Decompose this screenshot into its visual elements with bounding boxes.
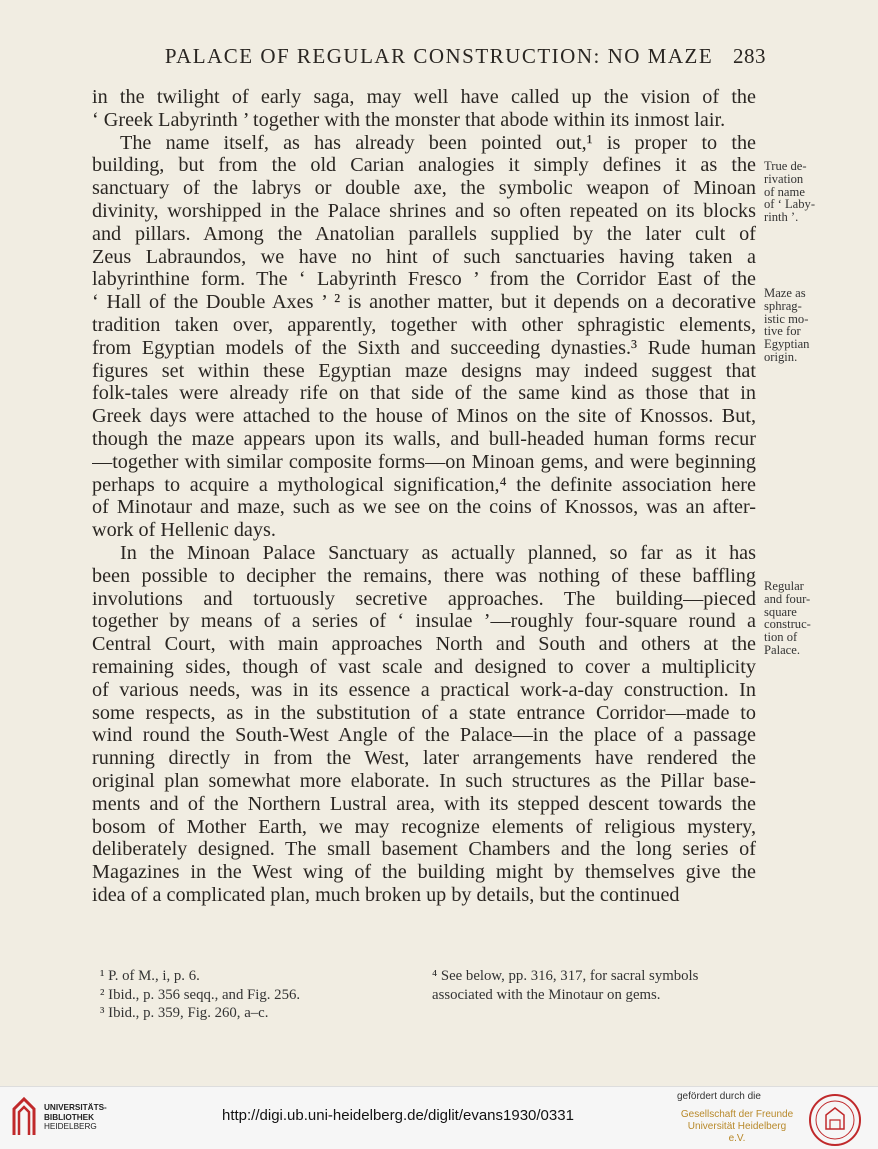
permalink-url[interactable]: http://digi.ub.uni-heidelberg.de/diglit/evans1930/0331: [222, 1107, 574, 1124]
header-title: PALACE OF REGULAR CONSTRUCTION: NO MAZE: [164, 44, 714, 68]
text-line: remaining sides, though of vast scale and designed to cover a multiplicity: [92, 655, 756, 678]
text-line: idea of a complicated plan, much broken up by details, but the continued: [92, 883, 680, 906]
text-line: divinity, worshipped in the Palace shrines and so often repeated on its blocks: [92, 199, 756, 222]
text-line: figures set within these Egyptian maze designs may indeed suggest that: [92, 359, 756, 382]
margin-note-line: Regular: [764, 579, 804, 593]
margin-note-line: of ‘ Laby-: [764, 197, 816, 212]
text-line: some respects, as in the substitution of a state entrance Corridor—made to: [92, 701, 756, 724]
society-name: Gesellschaft der Freunde Universität Heidelberg e.V.: [680, 1109, 794, 1144]
university-seal-icon: [808, 1093, 862, 1147]
margin-note-line: origin.: [764, 349, 798, 364]
text-line: labyrinthine form. The ‘ Labyrinth Fresco ’ from the Corridor East of the: [92, 268, 756, 291]
text-line: tradition taken over, apparently, together with other sphragistic elements,: [92, 313, 756, 336]
footnote-line: ³ Ibid., p. 359, Fig. 260, a–c.: [100, 1005, 269, 1021]
footnotes-left-column: [100, 968, 300, 1024]
text-line: though the maze appears upon its walls, and bull-headed human forms recur: [92, 427, 756, 450]
margin-note-line: of name: [764, 184, 805, 199]
text-line: In the Minoan Palace Sanctuary as actually planned, so far as it has: [120, 541, 756, 564]
margin-note-line: sphrag-: [764, 298, 802, 313]
text-line: ‘ Greek Labyrinth ’ together with the monster that abode within its inmost lair.: [92, 108, 726, 131]
text-line: in the twilight of early saga, may well have called up the vision of the: [92, 86, 756, 108]
text-line: wind round the South-West Angle of the Palace—in the place of a passage: [92, 724, 756, 747]
text-line: of various needs, was in its essence a practical work-a-day construction. In: [92, 678, 756, 701]
text-line: together by means of a series of ‘ insulae ’—roughly four-square round a: [92, 610, 756, 633]
text-line: —together with similar composite forms—on Minoan gems, and were beginning: [92, 450, 756, 473]
footnote-line: ⁴ See below, pp. 316, 317, for sacral symbols: [432, 968, 699, 984]
digitization-footer: [0, 1086, 878, 1149]
text-line: original plan somewhat more elaborate. In such structures as the Pillar base-: [92, 769, 756, 792]
text-line: perhaps to acquire a mythological signification,⁴ the definite association here: [92, 473, 756, 496]
margin-note-line: square: [764, 604, 797, 619]
text-line: bosom of Mother Earth, we may recognize elements of religious mystery,: [92, 815, 756, 838]
university-library-logo-icon: [10, 1095, 38, 1137]
text-line: been possible to decipher the remains, there was nothing of these baffling: [92, 564, 756, 587]
margin-note-line: tive for: [764, 324, 801, 339]
margin-note-line: Egyptian: [764, 337, 810, 352]
text-line: Greek days were attached to the house of Minos on the site of Knossos. But,: [92, 405, 756, 428]
margin-note-true-derivation: [764, 160, 864, 224]
text-line: ments and of the Northern Lustral area, with its stepped descent towards the: [92, 792, 756, 815]
body-text: [92, 86, 756, 907]
margin-note-line: tion of: [764, 630, 798, 645]
margin-note-line: Palace.: [764, 642, 801, 657]
margin-note-line: and four-: [764, 591, 811, 606]
text-line: folk-tales were already rife on that side of the same kind as those that in: [92, 382, 756, 405]
margin-note-line: istic mo-: [764, 311, 809, 326]
margin-note-line: rinth ’.: [764, 210, 799, 225]
margin-note-line: Maze as: [764, 286, 806, 300]
margin-note-line: rivation: [764, 171, 804, 186]
text-line: involutions and tortuously secretive approaches. The building—pieced: [92, 587, 756, 610]
text-line: running directly in from the West, later arrangements have rendered the: [92, 747, 756, 770]
text-line: ‘ Hall of the Double Axes ’ ² is another matter, but it depends on a decorative: [92, 291, 756, 314]
footnote-line: ¹ P. of M., i, p. 6.: [100, 968, 200, 984]
running-header: [0, 44, 878, 69]
text-line: from Egyptian models of the Sixth and succeeding dynasties.³ Rude human: [92, 336, 756, 359]
text-line: Magazines in the West wing of the building might by themselves give the: [92, 861, 756, 884]
page-number: 283: [733, 44, 766, 68]
text-line: and pillars. Among the Anatolian parallels supplied by the later cult of: [92, 222, 756, 245]
text-line: The name itself, as has already been pointed out,¹ is proper to the: [120, 131, 756, 154]
text-line: sanctuary of the labrys or double axe, the symbolic weapon of Minoan: [92, 177, 756, 200]
text-line: Central Court, with main approaches North and South and others at the: [92, 633, 756, 656]
footnote-line: ² Ibid., p. 356 seqq., and Fig. 256.: [100, 986, 301, 1003]
margin-note-regular-construction: [764, 580, 864, 657]
text-line: deliberately designed. The small basement Chambers and the long series of: [92, 838, 756, 861]
text-line: work of Hellenic days.: [92, 519, 276, 542]
library-name: UNIVERSITÄTS- BIBLIOTHEK HEIDELBERG: [44, 1103, 107, 1131]
text-line: of Minotaur and maze, such as we see on the coins of Knossos, was an after-: [92, 496, 756, 519]
footnotes-right-column: [432, 968, 698, 1005]
funded-by-label: gefördert durch die: [677, 1091, 761, 1102]
margin-note-line: construc-: [764, 617, 811, 632]
footnote-line: associated with the Minotaur on gems.: [432, 986, 661, 1003]
text-line: Zeus Labraundos, we have no hint of such sanctuaries having taken a: [92, 245, 756, 268]
margin-note-maze-sphragistic: [764, 287, 864, 364]
text-line: building, but from the old Carian analogies it simply defines it as the: [92, 154, 756, 177]
margin-note-line: True de-: [764, 159, 807, 173]
